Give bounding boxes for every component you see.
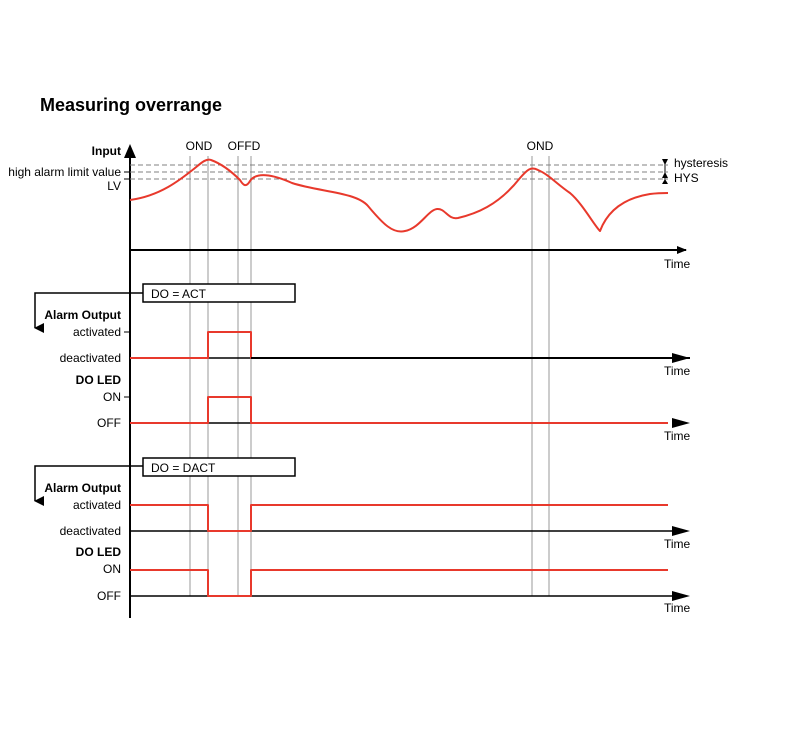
act-do-led-title: DO LED [75, 373, 121, 387]
dact-do-led-signal [130, 570, 668, 596]
dact-alarm-high-label: activated [72, 498, 121, 512]
dact-alarm-output-title: Alarm Output [44, 481, 121, 495]
input-signal-curve [130, 160, 668, 232]
act-led-time-label: Time [664, 429, 691, 443]
act-section [35, 284, 691, 443]
input-time-label: Time [664, 257, 691, 271]
hysteresis-label: hysteresis [674, 156, 729, 170]
high-alarm-limit-label: high alarm limit value [8, 165, 121, 179]
act-led-off-label: OFF [97, 416, 121, 430]
dact-section [35, 458, 691, 615]
act-alarm-high-label: activated [72, 325, 121, 339]
dact-led-time-label: Time [664, 601, 691, 615]
diagram-title: Measuring overrange [40, 95, 223, 115]
input-axis-arrow [124, 144, 136, 158]
act-alarm-output-signal [130, 332, 668, 358]
ond-marker-1: OND [185, 139, 213, 153]
offd-marker: OFFD [227, 139, 261, 153]
ond-marker-2: OND [526, 139, 554, 153]
act-alarm-time-label: Time [664, 364, 691, 378]
dact-alarm-low-label: deactivated [59, 524, 121, 538]
lv-label: LV [107, 179, 121, 193]
dact-do-led-title: DO LED [75, 545, 121, 559]
dact-led-off-label: OFF [97, 589, 121, 603]
act-led-on-label: ON [103, 390, 121, 404]
hys-label: HYS [674, 171, 699, 185]
dact-alarm-time-label: Time [664, 537, 691, 551]
dact-mode-label: DO = DACT [151, 461, 216, 475]
act-mode-label: DO = ACT [151, 287, 207, 301]
act-alarm-low-label: deactivated [59, 351, 121, 365]
act-alarm-output-title: Alarm Output [44, 308, 121, 322]
input-section [8, 139, 728, 271]
dact-alarm-output-signal [130, 505, 668, 531]
act-do-led-signal [130, 397, 668, 423]
input-label: Input [91, 144, 121, 158]
dact-led-on-label: ON [103, 562, 121, 576]
